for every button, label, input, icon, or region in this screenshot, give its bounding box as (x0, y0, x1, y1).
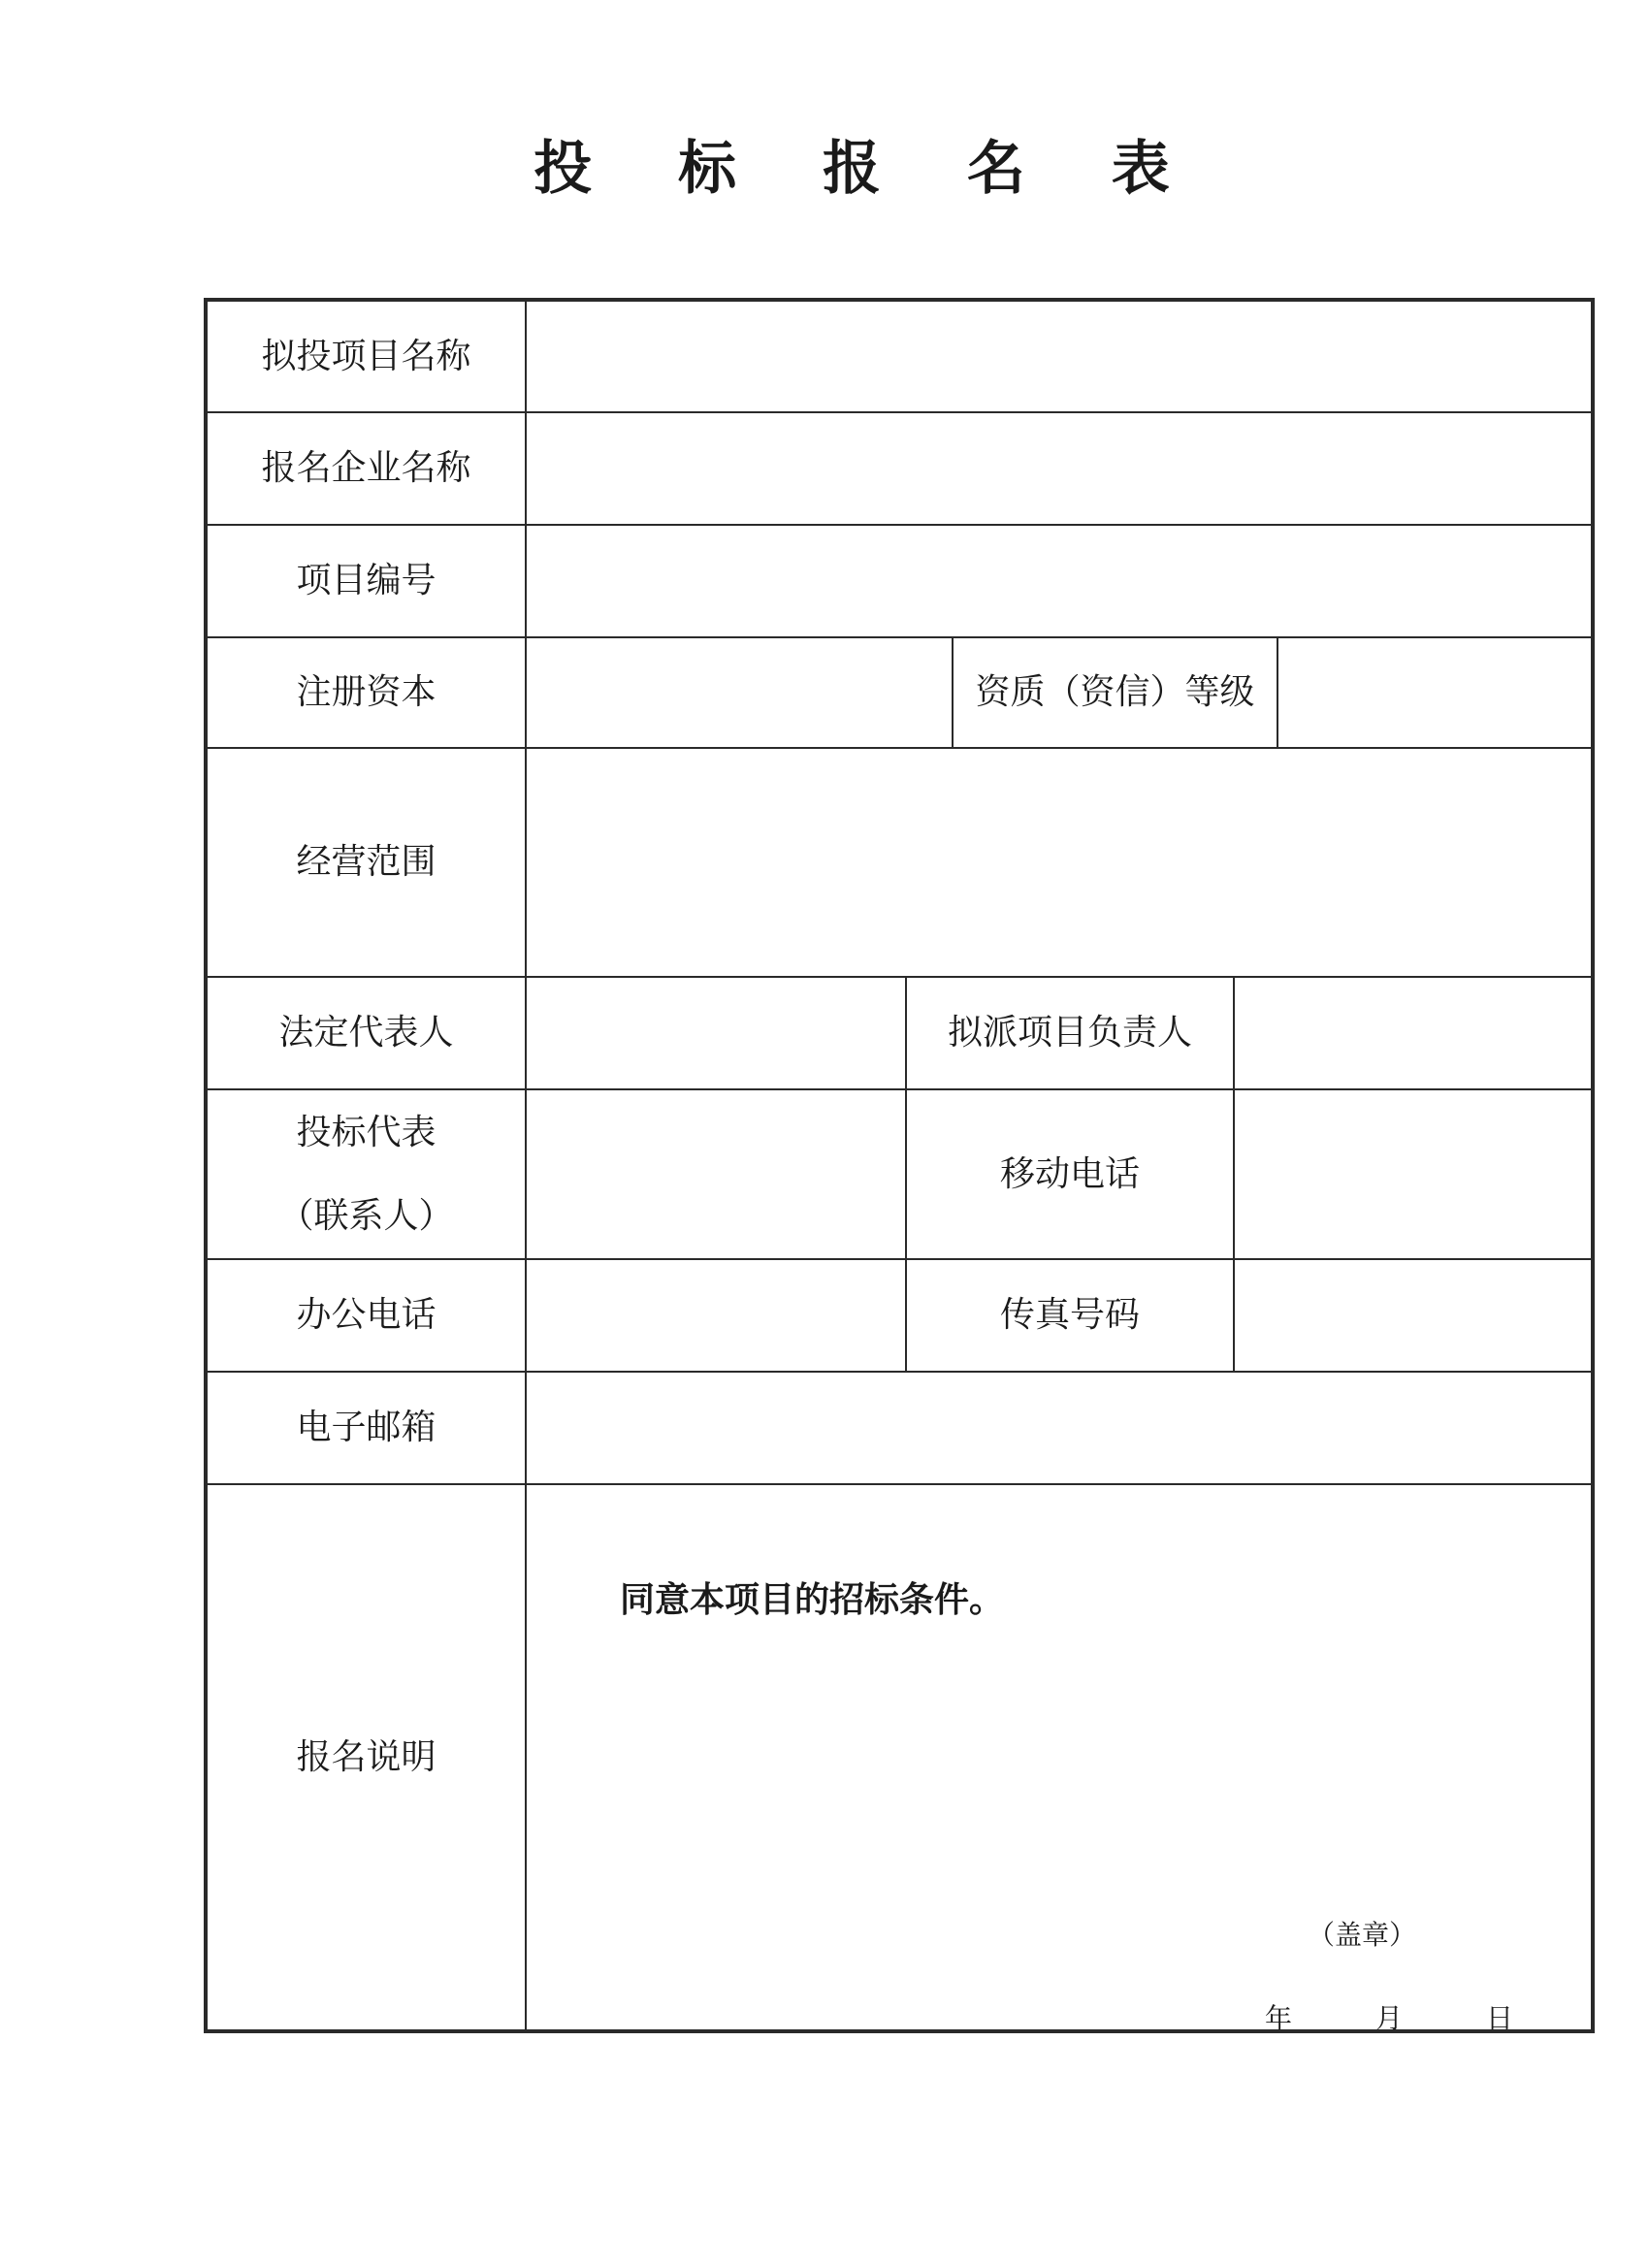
office-phone-value[interactable] (526, 1259, 906, 1372)
bid-rep-label-line2: （联系人） (278, 1195, 454, 1236)
email-value[interactable] (526, 1372, 1593, 1484)
row-capital-qualification (206, 637, 1593, 748)
row-notes (206, 1484, 1593, 2031)
fax-label: 传真号码 (906, 1259, 1234, 1372)
company-name-value[interactable] (526, 412, 1593, 525)
qualification-label: 资质（资信）等级 (953, 637, 1277, 748)
notes-label: 报名说明 (206, 1484, 526, 2031)
registered-capital-label: 注册资本 (206, 637, 526, 748)
bid-rep-label (206, 1089, 526, 1259)
project-no-label: 项目编号 (206, 525, 526, 637)
row-office-fax (206, 1259, 1593, 1372)
row-company-name (206, 412, 1593, 525)
registration-form-table (204, 298, 1595, 2033)
row-bid-rep (206, 1089, 1593, 1259)
mobile-label: 移动电话 (906, 1089, 1234, 1259)
page-title: 投 标 报 名 表 (534, 135, 1203, 203)
fax-value[interactable] (1234, 1259, 1593, 1372)
legal-rep-value[interactable] (526, 977, 906, 1089)
row-project-no (206, 525, 1593, 637)
row-business-scope (206, 748, 1593, 977)
mobile-value[interactable] (1234, 1089, 1593, 1259)
project-manager-label: 拟派项目负责人 (906, 977, 1234, 1089)
notes-agree-text: 同意本项目的招标条件。 (620, 1580, 1005, 1620)
notes-cell[interactable] (526, 1484, 1593, 2034)
seal-text: （盖章） (1308, 1919, 1417, 1951)
row-legal-rep (206, 977, 1593, 1089)
date-line (1265, 1997, 1513, 2041)
qualification-value[interactable] (1277, 637, 1593, 748)
project-name-value[interactable] (526, 300, 1593, 412)
legal-rep-label: 法定代表人 (206, 977, 526, 1089)
date-day: 日 (1486, 2002, 1514, 2034)
business-scope-value[interactable] (526, 748, 1593, 977)
project-no-value[interactable] (526, 525, 1593, 637)
bid-rep-value[interactable] (526, 1089, 906, 1259)
bid-rep-label-line1: 投标代表 (296, 1112, 436, 1152)
row-project-name (206, 300, 1593, 412)
office-phone-label: 办公电话 (206, 1259, 526, 1372)
business-scope-label: 经营范围 (206, 748, 526, 977)
company-name-label: 报名企业名称 (206, 412, 526, 525)
row-email (206, 1372, 1593, 1484)
date-month: 月 (1375, 2002, 1404, 2034)
date-year: 年 (1264, 2002, 1292, 2034)
email-label: 电子邮箱 (206, 1372, 526, 1484)
project-manager-value[interactable] (1234, 977, 1593, 1089)
project-name-label: 拟投项目名称 (206, 300, 526, 412)
registered-capital-value[interactable] (526, 637, 953, 748)
